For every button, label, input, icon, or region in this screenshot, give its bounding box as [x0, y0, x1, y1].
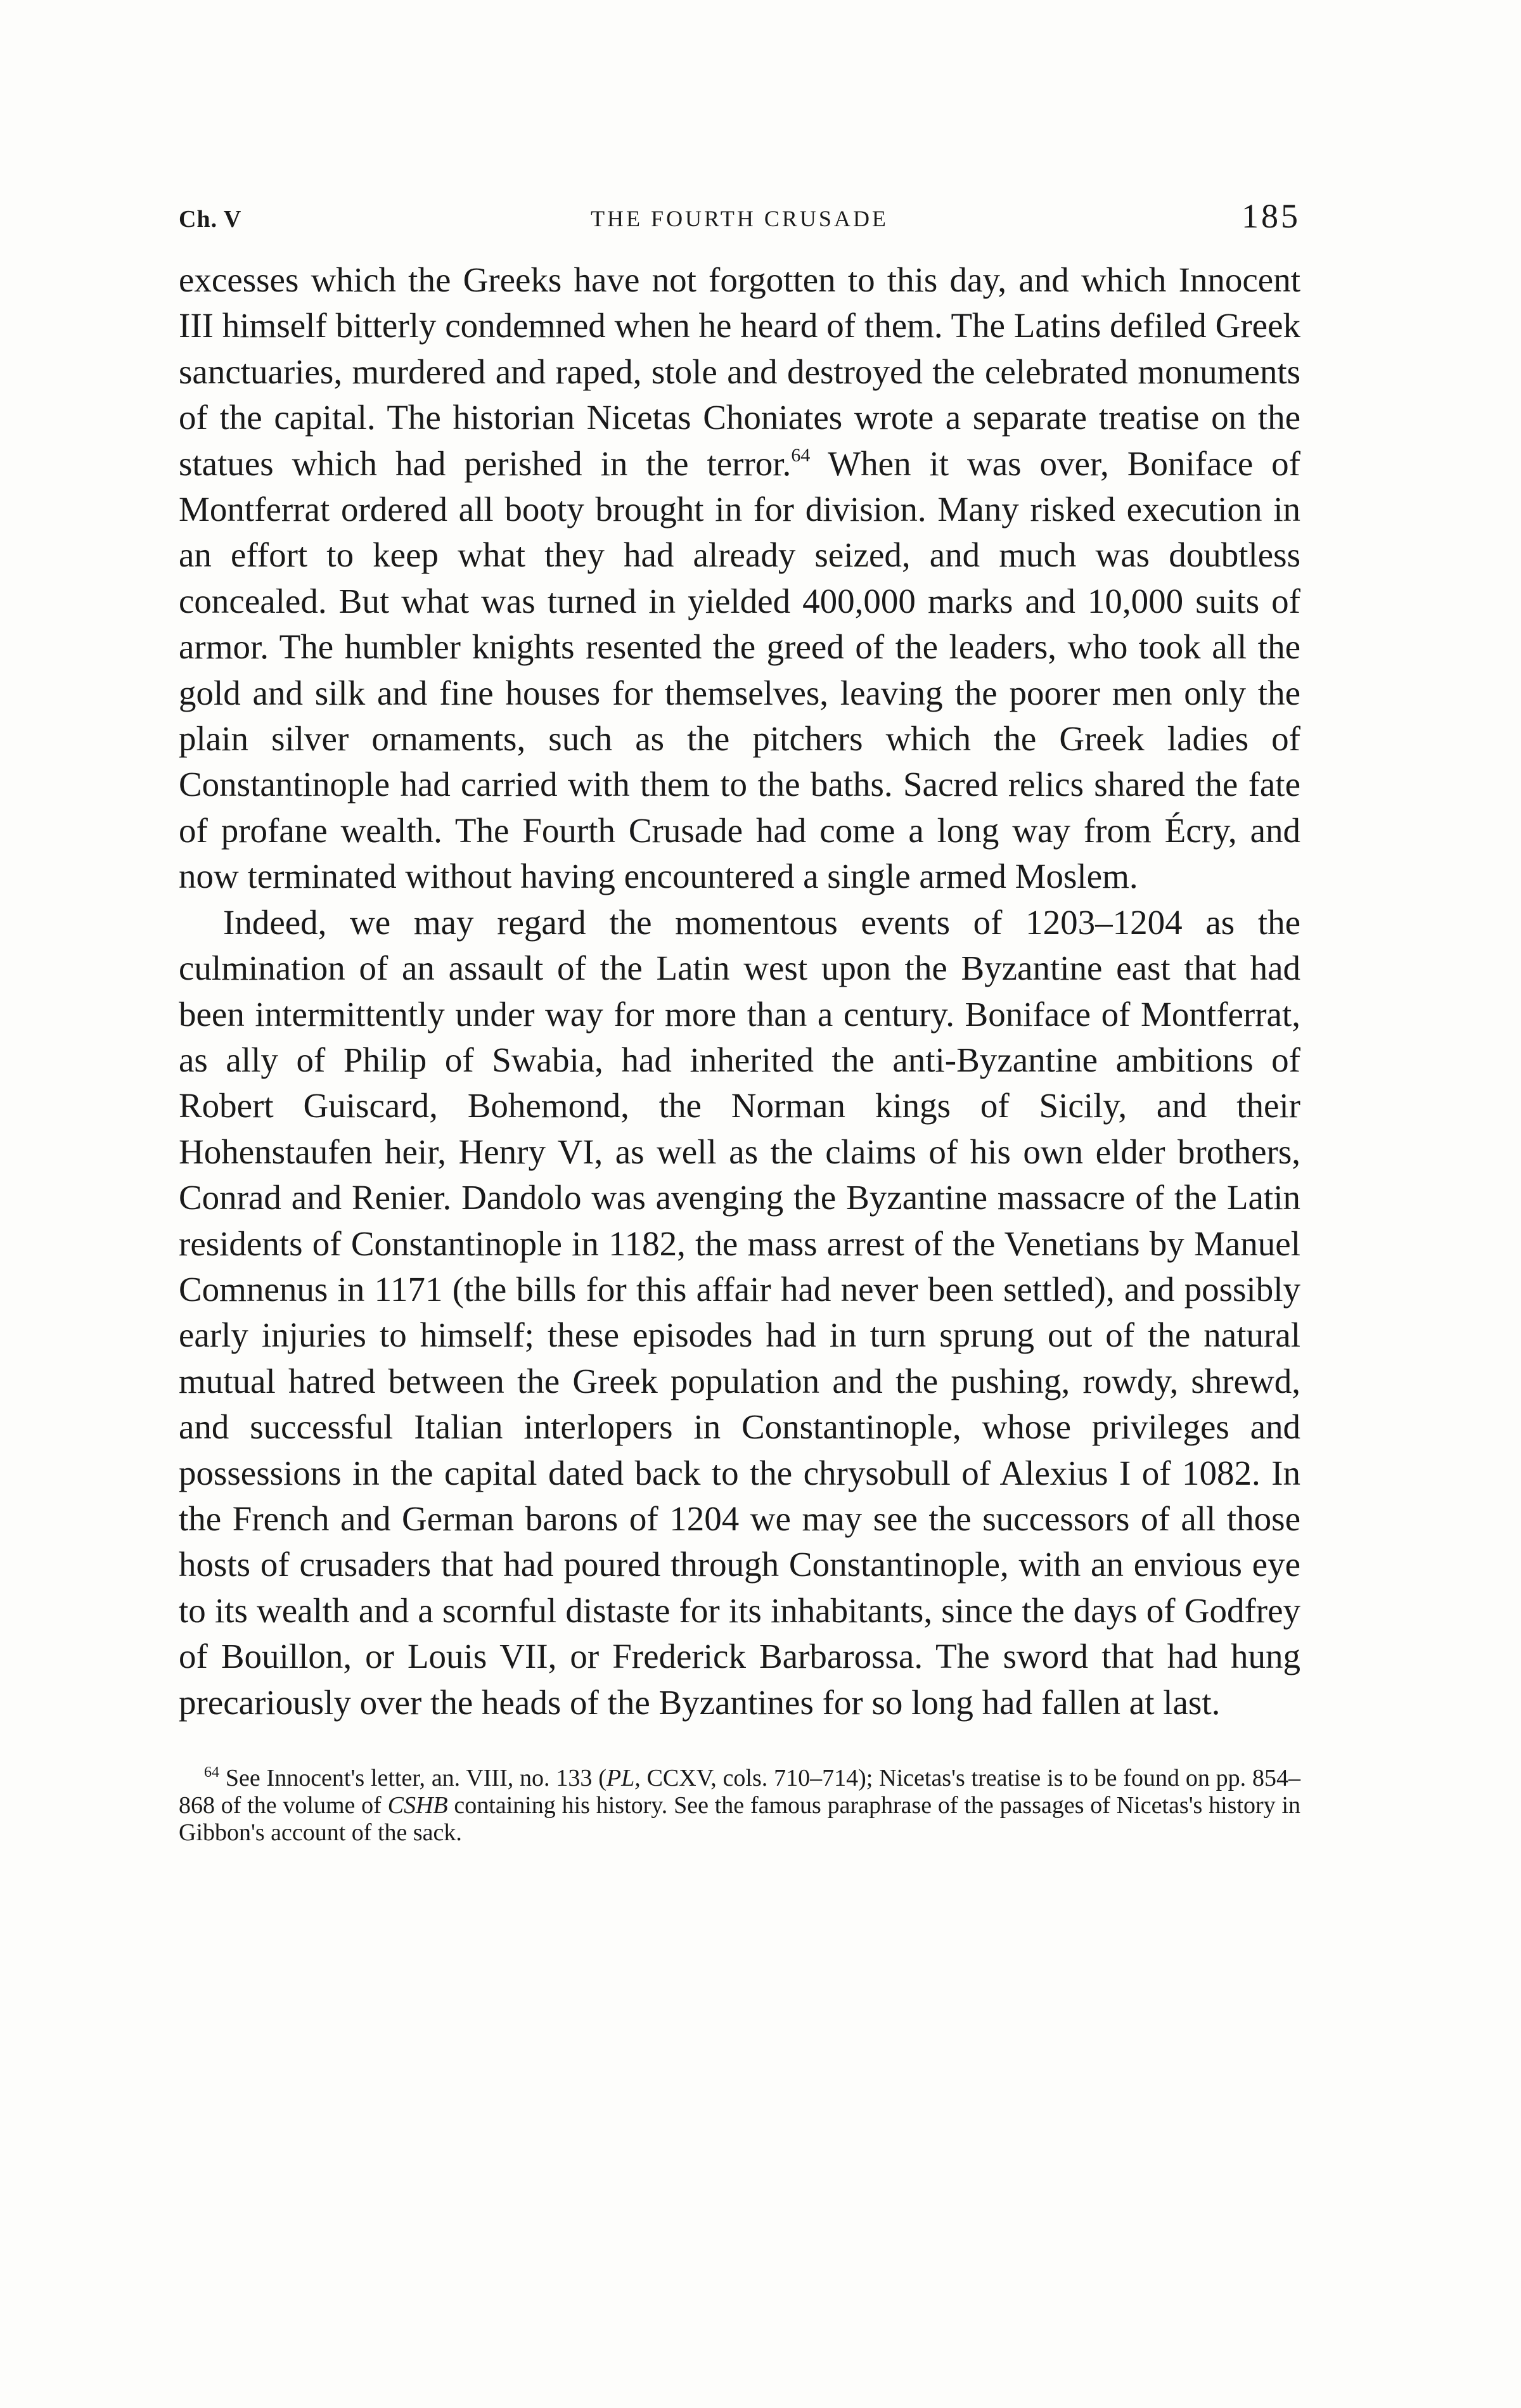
footnote-number: 64: [204, 1764, 219, 1781]
footnote-64: [179, 1765, 1300, 1847]
footnote-text-c: containing his history. See the famous paraphrase of the passages of Nicetas's history in Gibbon's account of the sack.: [179, 1792, 1300, 1846]
footnotes: [179, 1765, 1300, 1847]
paragraph-1: [179, 257, 1300, 900]
book-page: [179, 196, 1300, 1847]
footnote-reference: 64: [791, 444, 811, 466]
footnote-text-a: See Innocent's letter, an. VIII, no. 133 (: [225, 1765, 606, 1791]
paragraph-2: Indeed, we may regard the momentous events of 1203–1204 as the culmination of an assault of the Latin west upon the Byzantine east that had been intermittently under way for more than a century. Boniface of Montferrat, as ally of Philip of Swabia, had inherited the anti-Byzantine ambitions of Robert Guiscard, Bohemond, the Norman kings of Sicily, and their Hohenstaufen heir, Henry VI, as well as the claims of his own elder brothers, Conrad and Renier. Dandolo was avenging the Byzantine massacre of the Latin residents of Constantinople in 1182, the mass arrest of the Venetians by Manuel Comnenus in 1171 (the bills for this affair had never been settled), and possibly early injuries to himself; these episodes had in turn sprung out of the natural mutual hatred between the Greek population and the pushing, rowdy, shrewd, and successful Italian interlopers in Constantinople, whose privileges and possessions in the capital dated back to the chrysobull of Alexius I of 1082. In the French and German barons of 1204 we may see the successors of all those hosts of crusaders that had poured through Constantinople, with an envious eye to its wealth and a scornful distaste for its inhabitants, since the days of Godfrey of Bouillon, or Louis VII, or Frederick Barbarossa. The sword that had hung precariously over the heads of the Byzantines for so long had fallen at last.: [179, 902, 1300, 1722]
body-text: [179, 257, 1300, 1726]
running-head: [179, 196, 1300, 241]
paragraph-1-text-b: When it was over, Boniface of Montferrat ordered all booty brought in for division. Many risked execution in an effort to keep what they had already seized, and much was doubtless concealed. But what was turned in yielded 400,000 marks and 10,000 suits of armor. The humbler knights resented the greed of the leaders, who took all the gold and silk and fine houses for themselves, leaving the poorer men only the plain silver ornaments, such as the pitchers which the Greek ladies of Constantinople had carried with them to the baths. Sacred relics shared the fate of profane wealth. The Fourth Crusade had come a long way from Écry, and now terminated without having encountered a single armed Moslem.: [179, 444, 1300, 896]
page-number: 185: [1242, 197, 1300, 235]
footnote-cshb-abbrev: CSHB: [387, 1792, 448, 1819]
footnote-text-b: CCXV, cols. 710–714); Nicetas's treatise is to be found on pp. 854–868 of the volume of: [179, 1765, 1300, 1819]
footnote-pl-abbrev: PL,: [606, 1765, 641, 1791]
running-title: THE FOURTH CRUSADE: [591, 206, 889, 231]
chapter-label: Ch. V: [179, 206, 242, 233]
paragraph-1-text-a: excesses which the Greeks have not forgotten to this day, and which Innocent III himself bitterly condemned when he heard of them. The Latins defiled Greek sanctuaries, murdered and raped, stole and destroyed the celebrated monuments of the capital. The historian Nicetas Choniates wrote a separate treatise on the statues which had perished in the terror.: [179, 260, 1300, 483]
